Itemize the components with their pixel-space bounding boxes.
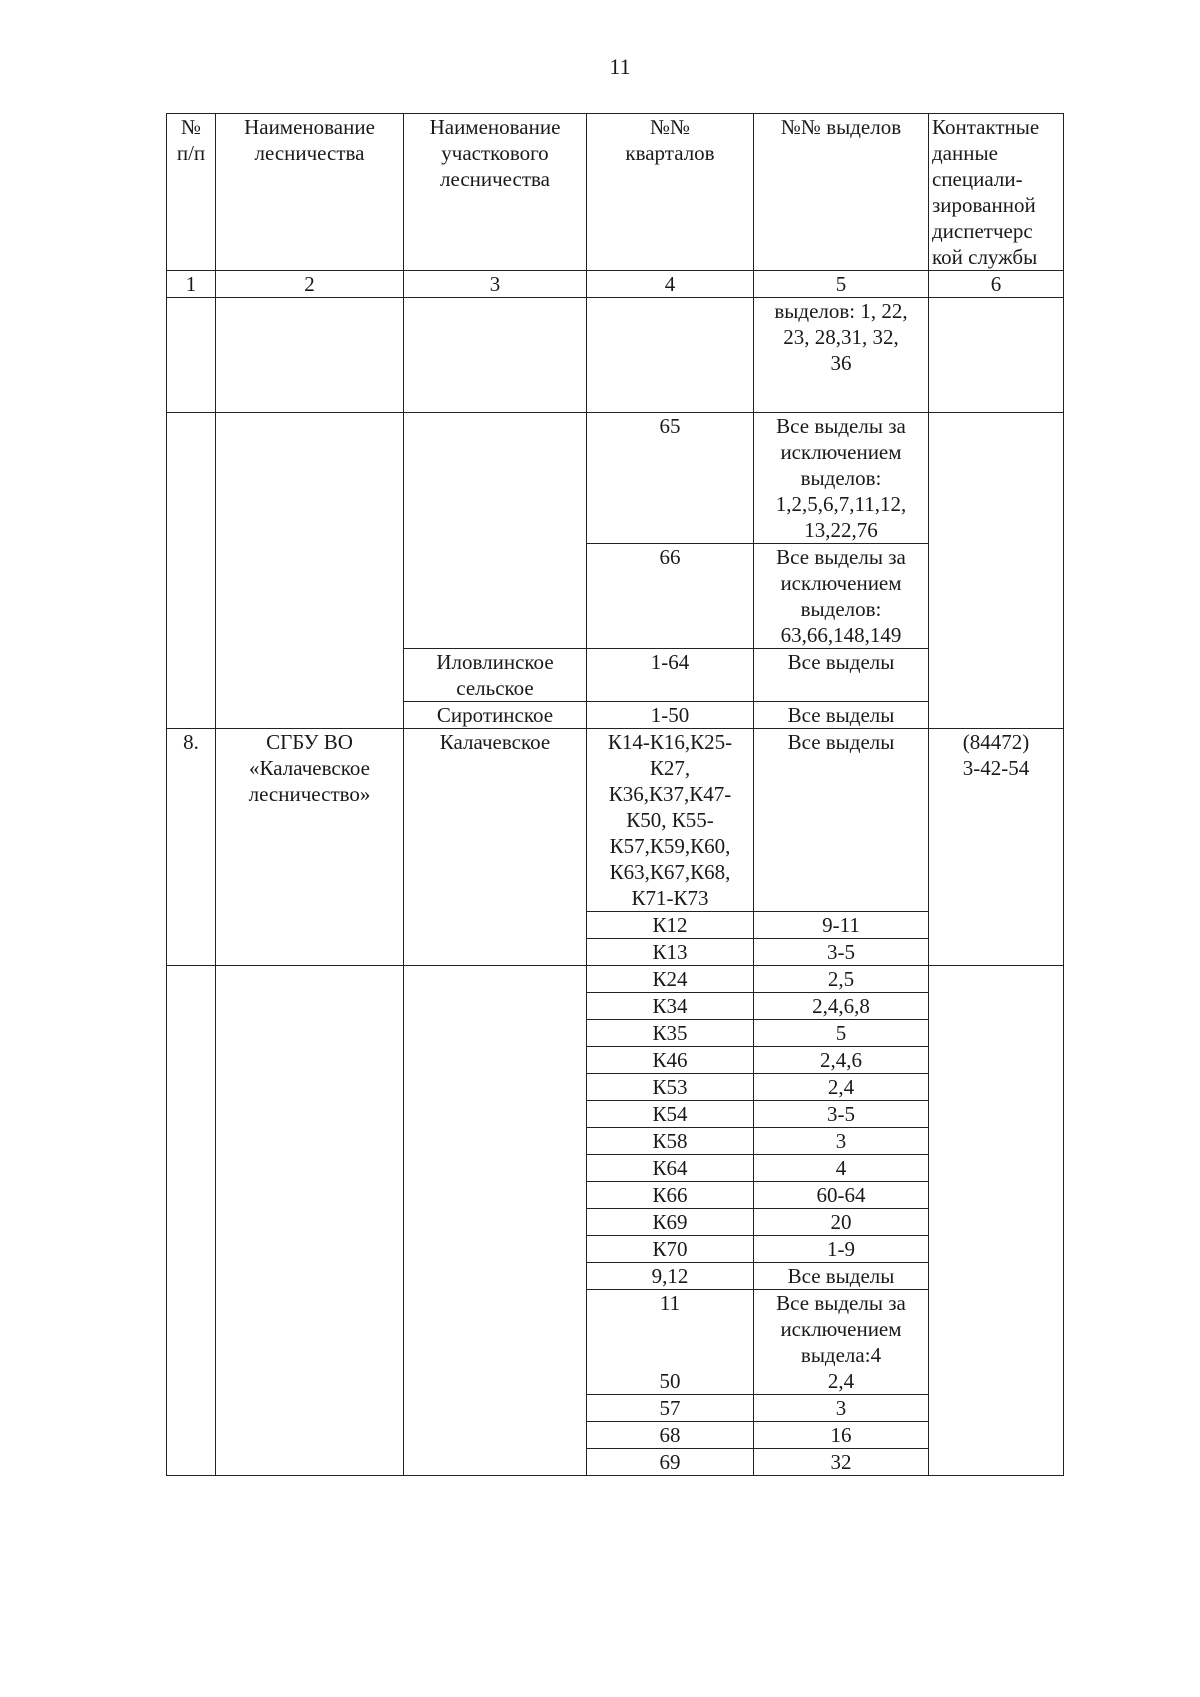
table-cell: К64	[587, 1155, 754, 1182]
table-cell: 20	[754, 1209, 929, 1236]
table-cell: 66	[587, 544, 754, 649]
column-number: 6	[929, 271, 1064, 298]
column-numbers-row	[167, 271, 1064, 298]
table-cell: К12	[587, 912, 754, 939]
table-cell: 16	[754, 1422, 929, 1449]
table-cell	[216, 966, 404, 1476]
table-cell: 69	[587, 1449, 754, 1476]
table-cell	[587, 298, 754, 413]
table-cell: К35	[587, 1020, 754, 1047]
table-cell: 2,4	[754, 1074, 929, 1101]
header-cell-number: № п/п	[167, 114, 216, 271]
header-cell-allotments: №№ выделов	[754, 114, 929, 271]
table-cell	[404, 966, 587, 1476]
table-cell: К24	[587, 966, 754, 993]
table-cell: выделов: 1, 22, 23, 28,31, 32, 36	[754, 298, 929, 413]
table-cell	[404, 413, 587, 649]
table-cell: 1-9	[754, 1236, 929, 1263]
table-cell-district: Калачевское	[404, 729, 587, 966]
table-cell: Все выделы	[754, 729, 929, 912]
table-cell-contact: (84472) 3-42-54	[929, 729, 1064, 966]
table-cell: 11 50	[587, 1290, 754, 1395]
table-cell-number: 8.	[167, 729, 216, 966]
table-cell: К58	[587, 1128, 754, 1155]
column-number: 1	[167, 271, 216, 298]
header-cell-quarters: №№ кварталов	[587, 114, 754, 271]
table-cell: К69	[587, 1209, 754, 1236]
table-cell-forestry: СГБУ ВО «Калачевское лесничество»	[216, 729, 404, 966]
table-cell: 1-64	[587, 649, 754, 702]
column-number: 5	[754, 271, 929, 298]
table-cell: 3-5	[754, 939, 929, 966]
table-cell	[167, 298, 216, 413]
table-cell: 9,12	[587, 1263, 754, 1290]
table-row	[167, 966, 1064, 993]
column-number: 2	[216, 271, 404, 298]
table-cell	[929, 966, 1064, 1476]
table-cell: К46	[587, 1047, 754, 1074]
table-cell: 2,4,6	[754, 1047, 929, 1074]
header-cell-district: Наименование участкового лесничества	[404, 114, 587, 271]
page-number: 11	[609, 54, 631, 79]
table-cell	[167, 413, 216, 729]
table-cell	[929, 413, 1064, 729]
table-cell: К70	[587, 1236, 754, 1263]
table-cell: 65	[587, 413, 754, 544]
table-cell: 1-50	[587, 702, 754, 729]
table-cell: 5	[754, 1020, 929, 1047]
table-cell: К14-К16,К25- К27, К36,К37,К47- К50, К55- К57,К59,К60, К63,К67,К68, К71-К73	[587, 729, 754, 912]
table-cell: Иловлинское сельское	[404, 649, 587, 702]
table-cell: К66	[587, 1182, 754, 1209]
table-cell: 60-64	[754, 1182, 929, 1209]
table-cell	[929, 298, 1064, 413]
table-cell: К53	[587, 1074, 754, 1101]
table-cell: Все выделы за исключением выделов: 1,2,5,6,7,11,12, 13,22,76	[754, 413, 929, 544]
table-cell: Все выделы	[754, 702, 929, 729]
column-number: 3	[404, 271, 587, 298]
table-cell: 32	[754, 1449, 929, 1476]
table-cell: Все выделы за исключением выделов: 63,66,148,149	[754, 544, 929, 649]
table-cell	[167, 966, 216, 1476]
table-cell	[404, 298, 587, 413]
table-cell: Все выделы	[754, 1263, 929, 1290]
table-cell: 9-11	[754, 912, 929, 939]
table-cell: 3-5	[754, 1101, 929, 1128]
table-cell: 4	[754, 1155, 929, 1182]
table-cell: Все выделы	[754, 649, 929, 702]
table-cell: Все выделы за исключением выдела:4 2,4	[754, 1290, 929, 1395]
table-cell: 3	[754, 1395, 929, 1422]
table-row	[167, 413, 1064, 544]
table-cell	[216, 413, 404, 729]
table-cell: 2,5	[754, 966, 929, 993]
table-cell: 2,4,6,8	[754, 993, 929, 1020]
forestry-table	[166, 113, 1064, 1476]
header-row	[167, 114, 1064, 271]
header-cell-contacts: Контактные данные специали- зированной диспетчерс кой службы	[929, 114, 1064, 271]
table-cell: 68	[587, 1422, 754, 1449]
table-row	[167, 298, 1064, 413]
table-cell: Сиротинское	[404, 702, 587, 729]
table-cell: К13	[587, 939, 754, 966]
header-cell-forestry: Наименование лесничества	[216, 114, 404, 271]
table-cell: К34	[587, 993, 754, 1020]
column-number: 4	[587, 271, 754, 298]
table-cell	[216, 298, 404, 413]
table-cell: К54	[587, 1101, 754, 1128]
table-cell: 57	[587, 1395, 754, 1422]
table-row	[167, 729, 1064, 912]
table-cell: 3	[754, 1128, 929, 1155]
